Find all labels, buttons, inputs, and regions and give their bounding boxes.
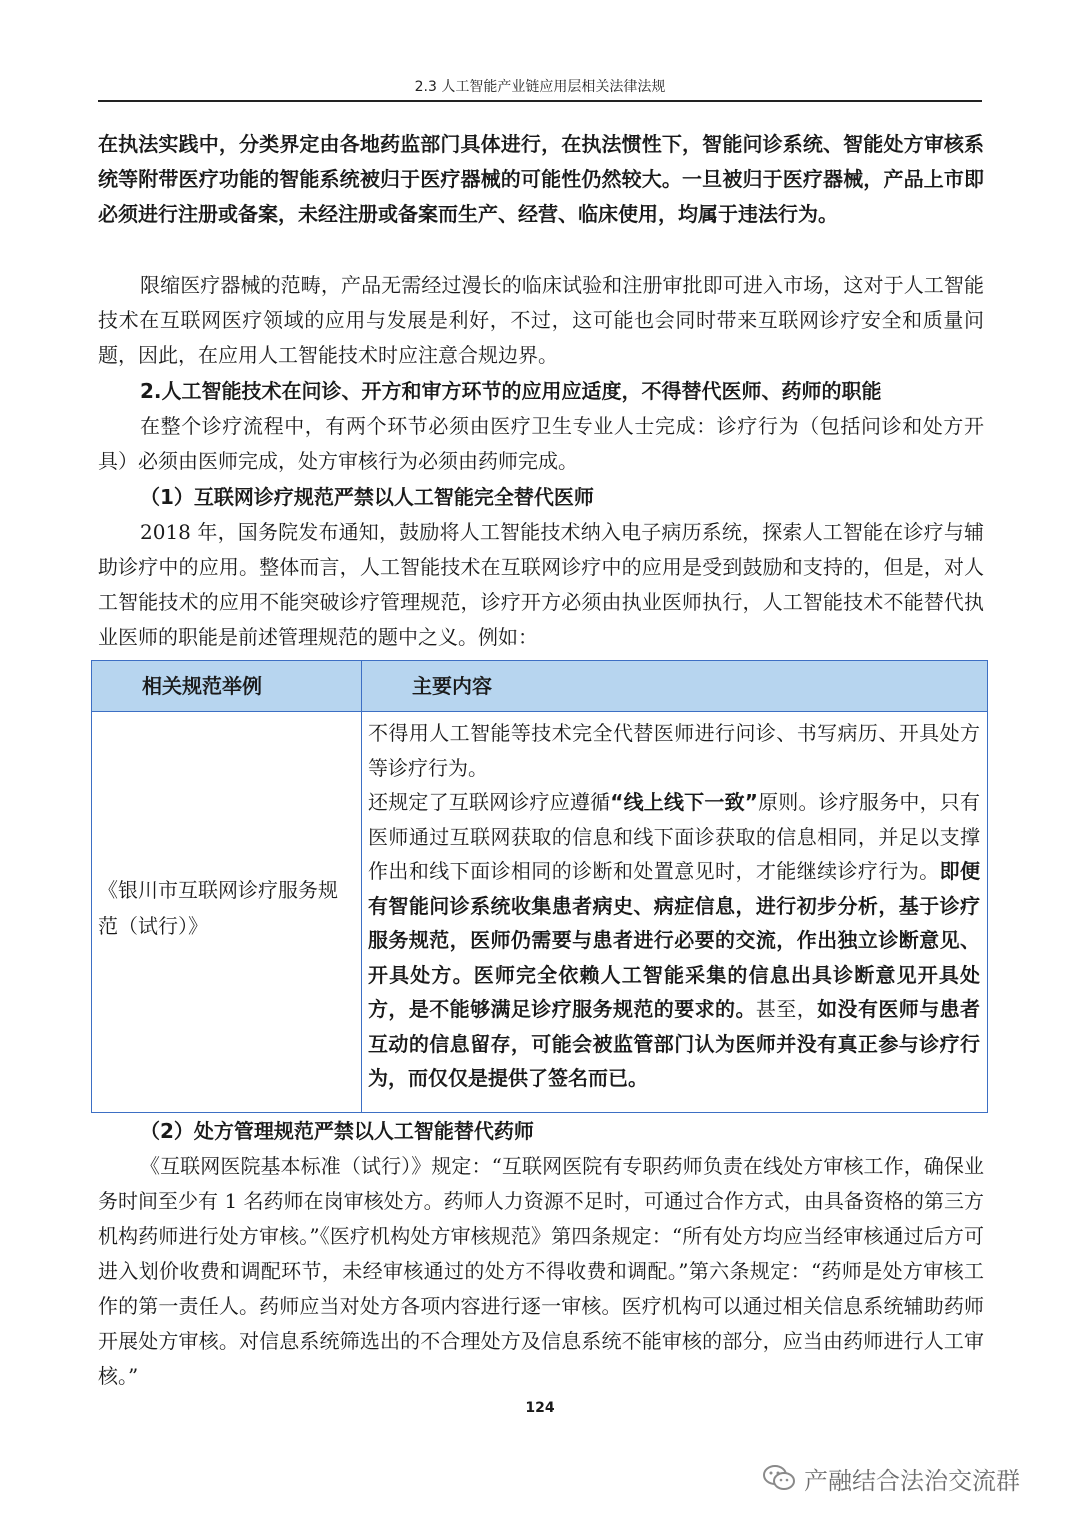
table-cell-main-content <box>368 716 980 1096</box>
table-header-row <box>92 661 987 712</box>
page-number: 124 <box>525 1400 555 1416</box>
subsection-heading-2: （2）处方管理规范严禁以人工智能替代药师 <box>140 1119 534 1143</box>
content-bold-text: 如没有医师与患者互动的信息留存，可能会被监管部门认为医师并没有真正参与诊疗行为，而仅仅是提供了签名而已。 <box>368 997 981 1090</box>
paragraph-workflow: 在整个诊疗流程中，有两个环节必须由医疗卫生专业人士完成：诊疗行为（包括问诊和处方开具）必须由医师完成，处方审核行为必须由药师完成。 <box>98 414 984 473</box>
watermark-text: 产融结合法治交流群 <box>804 1466 1020 1495</box>
content-paragraph-2 <box>368 785 980 1096</box>
paragraph-bold-enforcement: 在执法实践中，分类界定由各地药监部门具体进行，在执法惯性下，智能问诊系统、智能处方审核系统等附带医疗功能的智能系统被归于医疗器械的可能性仍然较大。一旦被归于医疗器械，产品上市即必须进行注册或备案，未经注册或备案而生产、经营、临床使用，均属于违法行为。 <box>98 132 984 226</box>
header-rule <box>98 100 982 102</box>
content-bold-text: 即便有智能问诊系统收集患者病史、病症信息，进行初步分析，基于诊疗服务规范，医师仍需要与患者进行必要的交流，作出独立诊断意见、开具处方。医师完全依赖人工智能采集的信息出具诊断意见开具处方，是不能够满足诊疗服务规范的要求的。 <box>368 859 981 1021</box>
table-header-content: 主要内容 <box>412 674 492 698</box>
regulation-table <box>91 660 988 1113</box>
content-line-1: 不得用人工智能等技术完全代替医师进行问诊、书写病历、开具处方等诊疗行为。 <box>368 721 980 780</box>
content-text: 还规定了互联网诊疗应遵循 <box>368 790 611 814</box>
running-header: 2.3 人工智能产业链应用层相关法律法规 <box>414 79 666 95</box>
content-text: 原则。诊疗服务中，只有医师通过互联网获取的信息和线下面诊获取的信息相同，并足以支撑作出和线下面诊相同的诊断和处置意见时，才能继续诊疗行为。 <box>368 790 980 883</box>
paragraph-2018-notice: 2018 年，国务院发布通知，鼓励将人工智能技术纳入电子病历系统，探索人工智能在诊疗与辅助诊疗中的应用。整体而言，人工智能技术在互联网诊疗中的应用是受到鼓励和支持的，但是，对人工智能技术的应用不能突破诊疗管理规范，诊疗开方必须由执业医师执行，人工智能技术不能替代执业医师的职能是前述管理规范的题中之义。例如： <box>98 520 984 649</box>
watermark <box>762 1458 1020 1498</box>
table-column-divider <box>361 661 362 1112</box>
paragraph-pharmacist-rules: 《互联网医院基本标准（试行）》规定：“互联网医院有专职药师负责在线处方审核工作，确保业务时间至少有 1 名药师在岗审核处方。药师人力资源不足时，可通过合作方式，由具备资格的第三方机构药师进行处方审核。”《医疗机构处方审核规范》第四条规定：“所有处方均应当经审核通过后方可进入划价收费和调配环节，未经审核通过的处方不得收费和调配。”第六条规定：“药师是处方审核工作的第一责任人。药师应当对处方各项内容进行逐一审核。医疗机构可以通过相关信息系统辅助药师开展处方审核。对信息系统筛选出的不合理处方及信息系统不能审核的部分，应当由药师进行人工审核。” <box>98 1154 984 1388</box>
table-cell-regulation-name: 《银川市互联网诊疗服务规范（试行）》 <box>98 878 338 938</box>
wechat-icon <box>762 1463 796 1493</box>
subsection-heading-1: （1）互联网诊疗规范严禁以人工智能完全替代医师 <box>140 485 594 509</box>
content-bold-phrase: “线上线下一致” <box>610 790 758 814</box>
table-header-regulation: 相关规范举例 <box>142 674 262 698</box>
content-text: 甚至， <box>755 997 818 1021</box>
paragraph-scope: 限缩医疗器械的范畴，产品无需经过漫长的临床试验和注册审批即可进入市场，这对于人工智能技术在互联网医疗领域的应用与发展是利好，不过，这可能也会同时带来互联网诊疗安全和质量问题，因此，在应用人工智能技术时应注意合规边界。 <box>98 273 984 367</box>
section-heading-2: 2.人工智能技术在问诊、开方和审方环节的应用应适度，不得替代医师、药师的职能 <box>140 379 882 403</box>
